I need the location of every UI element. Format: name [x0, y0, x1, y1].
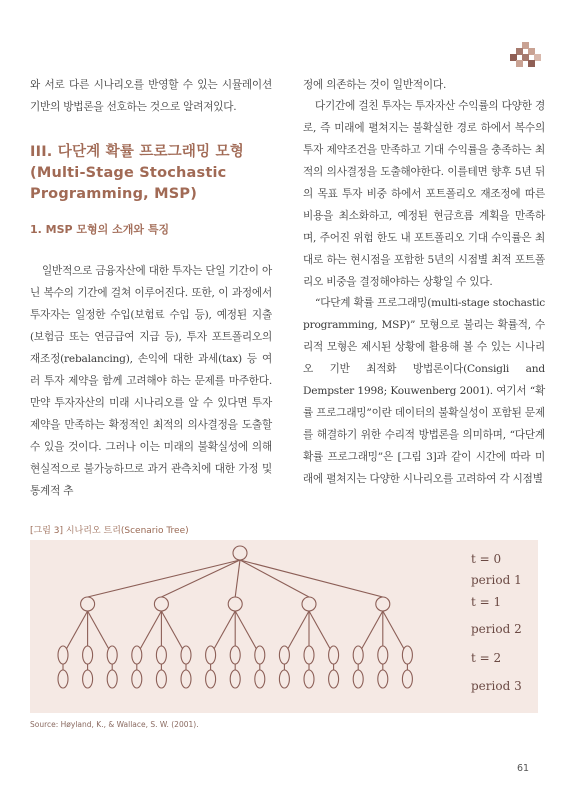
- tree-node-stage2: [58, 646, 68, 664]
- tree-node-stage3: [402, 670, 412, 688]
- tree-node-stage2: [329, 646, 339, 664]
- label-period2: period 2: [471, 622, 522, 636]
- tree-node-stage3: [156, 670, 166, 688]
- section-heading-line1: III. 다단계 확률 프로그래밍 모형: [30, 144, 244, 160]
- label-t2: t = 2: [471, 651, 502, 665]
- body-paragraph: 일반적으로 금융자산에 대한 투자는 단일 기간이 아닌 복수의 기간에 걸쳐 이루어진다. 또한, 이 과정에서 투자자는 일정한 수입(보험료 수입 등), 예정된 지출(보험금 또는 연금급여 지급 등), 투자 포트폴리오의 재조정(rebalancing), 손익에 대한 과세(tax) 등 여러 투자 제약을 함께 고려해야 하는 문제를 마주한다. 만약 투자자산의 미래 시나리오를 알 수 있다면 투자 제약을 만족하는 확정적인 최적의 의사결정을 도출할 수 있을 것이다. 그러나 이는 미래의 불확실성에 의해 현실적으로 불가능하므로 과거 관측치에 대한 가정 및 통계적 추: [30, 265, 272, 497]
- tree-node-stage3: [181, 670, 191, 688]
- tree-node-stage3: [378, 670, 388, 688]
- tree-node-stage2: [156, 646, 166, 664]
- tree-node-stage3: [353, 670, 363, 688]
- tree-node-stage2: [181, 646, 191, 664]
- label-period3: period 3: [471, 679, 522, 693]
- figure-source: Source: Høyland, K., & Wallace, S. W. (2001).: [30, 720, 199, 729]
- tree-node-stage2: [279, 646, 289, 664]
- tree-node-stage2: [378, 646, 388, 664]
- tree-node-stage3: [279, 670, 289, 688]
- tree-node-stage3: [58, 670, 68, 688]
- tree-node-stage1: [302, 597, 316, 611]
- section-heading-line3: Programming, MSP): [30, 186, 198, 202]
- tree-node-stage1: [81, 597, 95, 611]
- tree-node-stage2: [255, 646, 265, 664]
- tree-node-stage2: [132, 646, 142, 664]
- tree-node-stage2: [206, 646, 216, 664]
- paragraph-3: “다단계 확률 프로그래밍(multi-stage stochastic programming, MSP)” 모형으로 불리는 확률적, 수리적 모형은 제시된 상황에 활용해 볼 수 있는 시나리오 기반 최적화 방법론이다(Consigli and Dempster 1998; Kouwenberg 2001). 여기서 “확률 프로그래밍”이란 데이터의 불확실성이 포함된 문제를 해결하기 위한 수리적 방법론을 의미하며, “다단계 확률 프로그래밍”은 [그림 3]과 같이 시간에 따라 미래에 펼쳐지는 다양한 시나리오를 고려하여 각 시점별: [303, 297, 545, 485]
- tree-node-stage3: [132, 670, 142, 688]
- tree-node-stage2: [304, 646, 314, 664]
- label-period1: period 1: [471, 573, 522, 587]
- tree-node-stage1: [154, 597, 168, 611]
- intro-paragraph: 와 서로 다른 시나리오를 반영할 수 있는 시뮬레이션 기반의 방법론을 선호하는 것으로 알려져있다.: [30, 79, 272, 113]
- paragraph-2: 다기간에 걸친 투자는 투자자산 수익률의 다양한 경로, 즉 미래에 펼쳐지는 불확실한 경로 하에서 복수의 투자 제약조건을 만족하고 기대 수익률을 충족하는 최적의 의사결정을 도출해야한다. 이를테면 향후 5년 뒤의 목표 투자 비중 하에서 포트폴리오 재조정에 따른 비용을 최소화하고, 예정된 현금흐름 계획을 만족하며, 주어진 위험 한도 내 포트폴리오 기대 수익률은 최대로 하는 현시점을 포함한 5년의 시점별 최적 포트폴리오 비중을 결정해야하는 상황일 수 있다.: [303, 100, 545, 288]
- tree-edge-root-to-stage1: [88, 560, 240, 597]
- tree-edge-root-to-stage1: [240, 560, 383, 597]
- tree-node-stage3: [83, 670, 93, 688]
- tree-node-stage3: [107, 670, 117, 688]
- figure-caption: [그림 3] 시나리오 트리(Scenario Tree): [30, 526, 189, 536]
- tree-edge-root-to-stage1: [235, 560, 240, 597]
- right-column: [303, 74, 545, 490]
- scenario-tree-diagram: [30, 540, 538, 713]
- paragraph-1: 정에 의존하는 것이 일반적이다.: [303, 79, 447, 91]
- tree-node-stage3: [304, 670, 314, 688]
- scenario-tree-figure: [30, 540, 538, 713]
- tree-node-stage2: [353, 646, 363, 664]
- tree-node-stage2: [402, 646, 412, 664]
- tree-node-stage3: [230, 670, 240, 688]
- tree-node-stage1: [376, 597, 390, 611]
- section-heading-line2: (Multi-Stage Stochastic: [30, 165, 227, 181]
- left-column: [30, 74, 272, 502]
- tree-node-stage3: [329, 670, 339, 688]
- tree-node-stage3: [206, 670, 216, 688]
- tree-node-stage2: [83, 646, 93, 664]
- page-number: 61: [517, 763, 530, 774]
- section-heading: [30, 142, 272, 205]
- tree-root-node: [233, 546, 247, 560]
- tree-edge-root-to-stage1: [161, 560, 240, 597]
- label-t0: t = 0: [471, 552, 502, 566]
- tree-node-stage1: [228, 597, 242, 611]
- subsection-heading: 1. MSP 모형의 소개와 특징: [30, 223, 170, 236]
- tree-node-stage2: [230, 646, 240, 664]
- label-t1: t = 1: [471, 595, 502, 609]
- corner-decoration-icon: [510, 42, 542, 74]
- tree-node-stage3: [255, 670, 265, 688]
- tree-edge-root-to-stage1: [240, 560, 309, 597]
- tree-node-stage2: [107, 646, 117, 664]
